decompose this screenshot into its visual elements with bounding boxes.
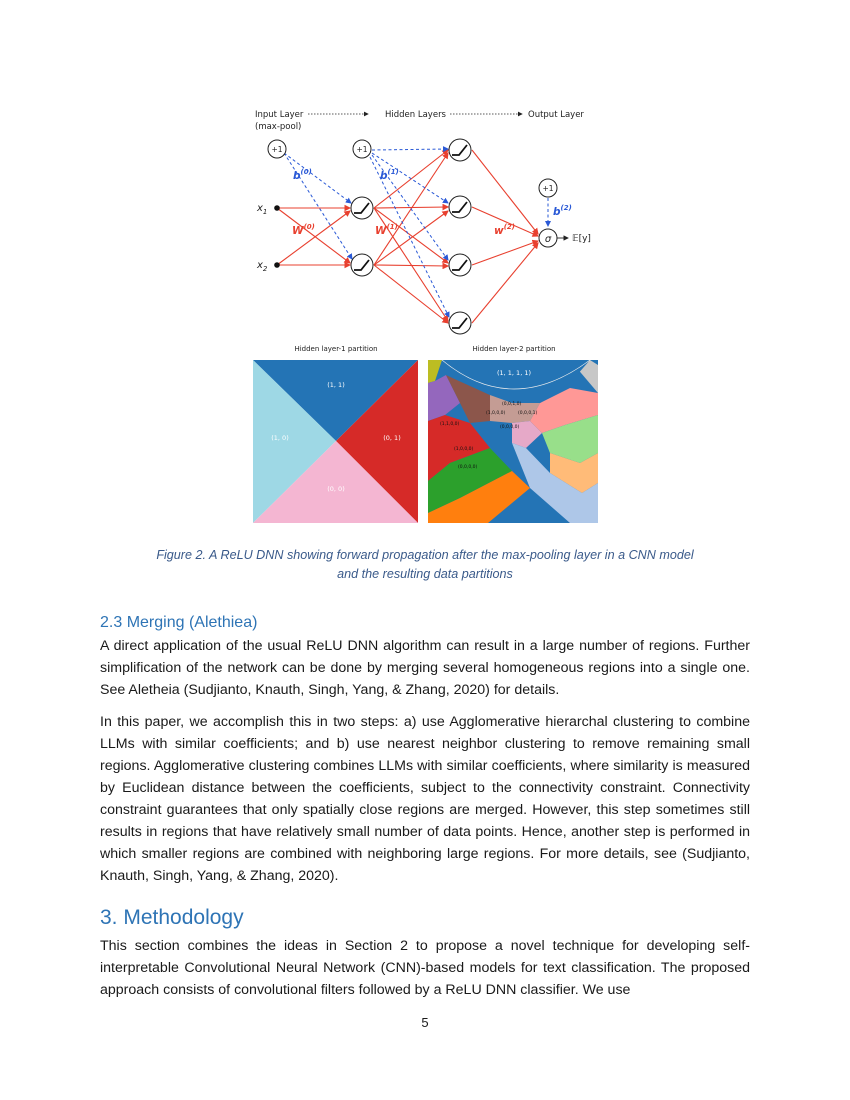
output-layer-label: Output Layer	[528, 110, 584, 120]
b0-label: $b^{(0)}$	[293, 168, 312, 182]
svg-text:(0, 0): (0, 0)	[327, 485, 345, 493]
b2-label: $b^{(2)}$	[553, 204, 572, 218]
edges-w2	[472, 150, 538, 323]
bias-node-0	[268, 140, 286, 158]
svg-text:(0, 1): (0, 1)	[383, 434, 401, 442]
svg-text:(1, 1, 1, 1): (1, 1, 1, 1)	[496, 369, 532, 377]
hidden2-node-2	[449, 196, 471, 218]
section-3-heading: 3. Methodology	[100, 906, 244, 929]
hidden1-node-2	[351, 254, 373, 276]
figure-caption-line-1: Figure 2. A ReLU DNN showing forward propagation after the max-pooling layer in a CNN model	[156, 548, 694, 562]
hidden1-node-1	[351, 197, 373, 219]
section-3-paragraph-1: This section combines the ideas in Section 2 to propose a novel technique for developing self-interpretable Convolutional Neural Network (CNN)-based models for text classification. The proposed approach consists of convolutional filters followed by a ReLU DNN classifier. We use	[100, 938, 750, 998]
svg-text:σ: σ	[544, 234, 552, 245]
section-2-3-paragraph-1: A direct application of the usual ReLU DNN algorithm can result in a large number of regions. Further simplification of the network can be done by merging several homogeneous regions into a single one. See Aletheia (Sudjianto, Knauth, Singh, Yang, & Zhang, 2020) for details.	[100, 638, 750, 698]
section-2-3-paragraph-2: In this paper, we accomplish this in two steps: a) use Agglomerative hierarchal clustering to combine LLMs with similar coefficients; and b) use nearest neighbor clustering to remove remaining small regions. Agglomerative clustering combines LLMs with similar coefficients, where similarity is measured by Euclidean distance between the coefficients, subject to the connectivity constraint. Connectivity constraint guarantees that only spatially close regions are merged. However, this step sometimes still results in regions that have relatively small number of data points. Hence, another step is performed in which smaller regions are combined with neighboring large regions. For more details, see (Sudjianto, Knauth, Singh, Yang, & Zhang, 2020).	[100, 714, 750, 884]
section-2-3-heading: 2.3 Merging (Alethiea)	[100, 614, 258, 631]
svg-text:(0,0,0,0): (0,0,0,0)	[458, 465, 478, 470]
b1-label: $b^{(1)}$	[380, 168, 399, 182]
svg-text:(1,0,0,0): (1,0,0,0)	[454, 447, 474, 452]
edges-w0	[277, 208, 350, 265]
svg-text:(0,0,0,1): (0,0,0,1)	[518, 411, 538, 416]
partition-1	[253, 360, 418, 523]
hidden2-node-4	[449, 312, 471, 334]
w2-label: $w^{(2)}$	[494, 223, 515, 237]
svg-text:x1: $x_1$	[257, 203, 268, 216]
svg-text:+1: +1	[542, 184, 554, 193]
output-label: 𝔼[y]	[572, 234, 591, 244]
svg-text:+1: +1	[356, 145, 368, 154]
page-number: 5	[421, 1015, 429, 1030]
partition-2-title: Hidden layer-2 partition	[472, 345, 556, 353]
input-x2	[256, 260, 280, 273]
input-layer-sublabel: (max-pool)	[255, 122, 302, 132]
hidden2-node-1	[449, 139, 471, 161]
svg-text:x2: $x_2$	[257, 260, 268, 273]
relu-dnn-figure	[250, 103, 600, 523]
hidden-layers-label: Hidden Layers	[385, 110, 446, 120]
svg-text:(0,0,0,0): (0,0,0,0)	[500, 425, 520, 430]
bias-edges	[284, 149, 548, 317]
partition-1-title: Hidden layer-1 partition	[294, 345, 378, 353]
svg-text:+1: +1	[271, 145, 283, 154]
input-layer-label: Input Layer	[255, 110, 304, 120]
figure-caption-line-2: and the resulting data partitions	[337, 567, 513, 581]
svg-text:(1,1,0,0): (1,1,0,0)	[440, 422, 460, 427]
output-node	[539, 229, 557, 247]
w0-label: $W^{(0)}$	[292, 223, 315, 237]
hidden2-node-3	[449, 254, 471, 276]
input-x1	[256, 203, 280, 216]
w1-label: $W^{(1)}$	[375, 223, 398, 237]
svg-text:(1, 1): (1, 1)	[327, 381, 345, 389]
svg-text:(1, 0): (1, 0)	[271, 434, 289, 442]
svg-text:(0,0,1,0): (0,0,1,0)	[502, 402, 522, 407]
svg-text:(1,0,0,0): (1,0,0,0)	[486, 411, 506, 416]
bias-node-1	[353, 140, 371, 158]
bias-node-2	[539, 179, 557, 197]
partition-2	[428, 360, 598, 523]
